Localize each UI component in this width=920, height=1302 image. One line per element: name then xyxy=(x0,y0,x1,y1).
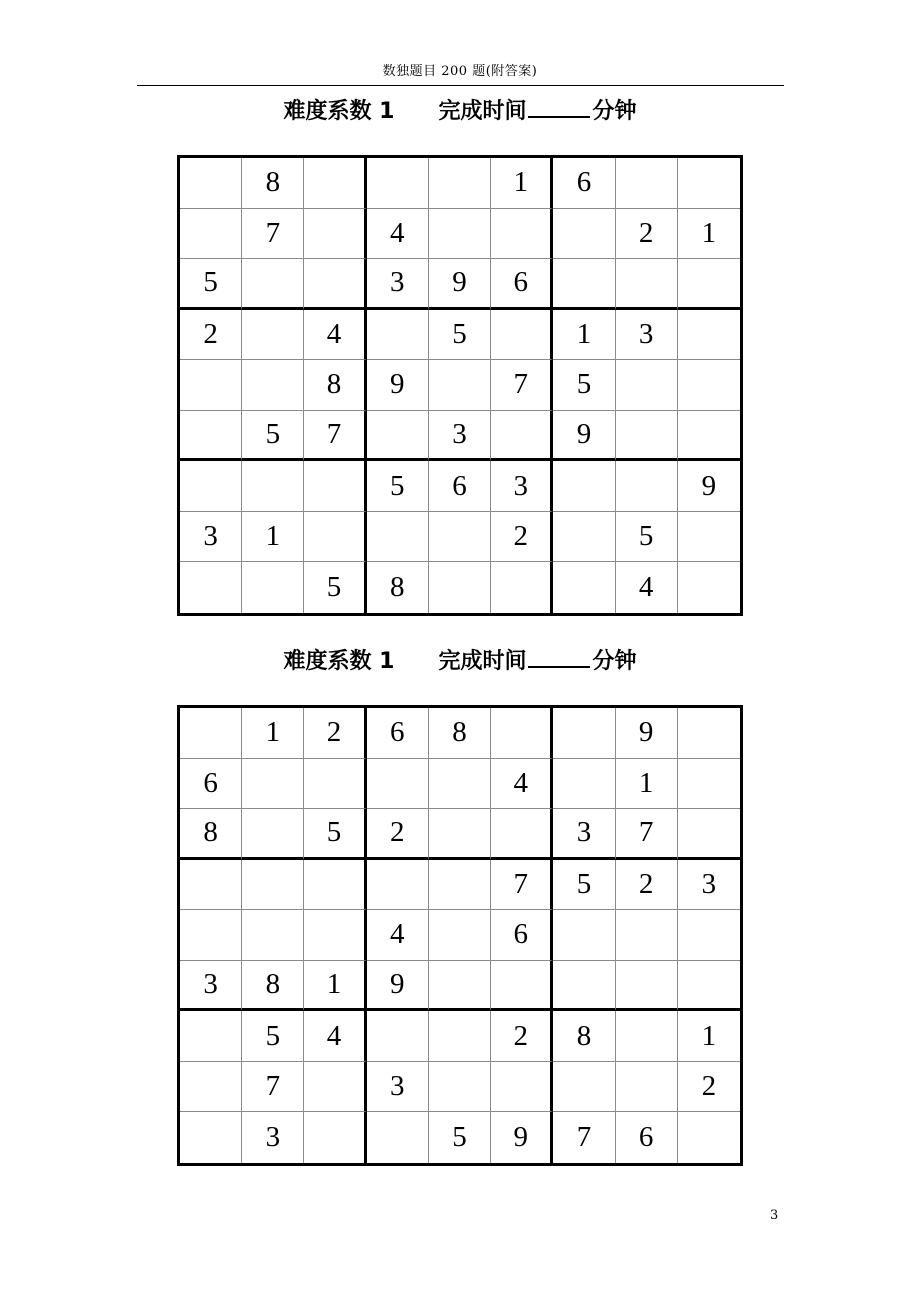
sudoku-cell[interactable]: 5 xyxy=(242,411,304,462)
sudoku-cell[interactable] xyxy=(553,259,615,310)
sudoku-cell[interactable]: 7 xyxy=(491,360,553,411)
sudoku-cell[interactable]: 6 xyxy=(429,461,491,512)
puzzle-2-time-unit: 分钟 xyxy=(592,649,637,674)
sudoku-cell[interactable]: 3 xyxy=(367,1062,429,1113)
sudoku-cell[interactable]: 5 xyxy=(553,860,615,911)
puzzle-2-time-label: 完成时间 xyxy=(438,649,527,674)
sudoku-cell[interactable]: 9 xyxy=(491,1112,553,1163)
sudoku-cell[interactable] xyxy=(678,809,740,860)
sudoku-cell[interactable]: 1 xyxy=(553,310,615,361)
sudoku-cell[interactable]: 5 xyxy=(242,1011,304,1062)
sudoku-cell[interactable] xyxy=(429,562,491,613)
sudoku-cell[interactable]: 1 xyxy=(304,961,366,1012)
sudoku-cell[interactable]: 5 xyxy=(616,512,678,563)
sudoku-cell[interactable] xyxy=(678,562,740,613)
sudoku-cell[interactable] xyxy=(429,809,491,860)
sudoku-cell[interactable] xyxy=(553,512,615,563)
puzzle-1-time-label: 完成时间 xyxy=(438,99,527,124)
sudoku-cell[interactable] xyxy=(678,512,740,563)
sudoku-cell[interactable] xyxy=(678,708,740,759)
puzzle-1-time-unit: 分钟 xyxy=(592,99,637,124)
page-number: 3 xyxy=(770,1208,779,1223)
sudoku-cell[interactable] xyxy=(367,411,429,462)
sudoku-cell[interactable]: 1 xyxy=(678,1011,740,1062)
sudoku-cell[interactable]: 6 xyxy=(491,910,553,961)
sudoku-cell[interactable] xyxy=(553,461,615,512)
puzzle-2-time-blank[interactable] xyxy=(528,662,590,668)
sudoku-cell[interactable] xyxy=(429,1062,491,1113)
sudoku-cell[interactable]: 2 xyxy=(491,1011,553,1062)
sudoku-cell[interactable] xyxy=(180,1011,242,1062)
sudoku-cell[interactable]: 1 xyxy=(242,708,304,759)
sudoku-cell[interactable] xyxy=(429,158,491,209)
sudoku-cell[interactable]: 7 xyxy=(242,209,304,260)
sudoku-cell[interactable] xyxy=(180,1062,242,1113)
sudoku-cell[interactable]: 2 xyxy=(616,860,678,911)
sudoku-cell[interactable] xyxy=(367,860,429,911)
sudoku-cell[interactable] xyxy=(678,360,740,411)
sudoku-cell[interactable]: 7 xyxy=(491,860,553,911)
sudoku-cell[interactable]: 8 xyxy=(304,360,366,411)
sudoku-cell[interactable] xyxy=(180,209,242,260)
sudoku-cell[interactable]: 3 xyxy=(678,860,740,911)
sudoku-cell[interactable] xyxy=(304,1062,366,1113)
sudoku-cell[interactable]: 8 xyxy=(180,809,242,860)
sudoku-cell[interactable] xyxy=(678,310,740,361)
sudoku-cell[interactable]: 7 xyxy=(553,1112,615,1163)
sudoku-cell[interactable] xyxy=(616,158,678,209)
sudoku-cell[interactable] xyxy=(491,708,553,759)
puzzle-1-difficulty: 难度系数 1 xyxy=(283,99,395,124)
sudoku-cell[interactable] xyxy=(180,910,242,961)
puzzle-2-heading xyxy=(0,648,920,675)
sudoku-cell[interactable]: 5 xyxy=(429,310,491,361)
sudoku-cell[interactable] xyxy=(491,209,553,260)
sudoku-cell[interactable] xyxy=(367,512,429,563)
sudoku-cell[interactable]: 3 xyxy=(180,512,242,563)
sudoku-cell[interactable] xyxy=(180,860,242,911)
sudoku-cell[interactable] xyxy=(242,461,304,512)
sudoku-cell[interactable]: 2 xyxy=(616,209,678,260)
sudoku-cell[interactable]: 1 xyxy=(491,158,553,209)
sudoku-cell[interactable] xyxy=(242,360,304,411)
sudoku-cell[interactable] xyxy=(242,259,304,310)
sudoku-cell[interactable] xyxy=(304,759,366,810)
sudoku-cell[interactable] xyxy=(616,259,678,310)
sudoku-cell[interactable]: 5 xyxy=(429,1112,491,1163)
sudoku-cell[interactable] xyxy=(429,209,491,260)
sudoku-cell[interactable] xyxy=(553,708,615,759)
sudoku-cell[interactable]: 5 xyxy=(180,259,242,310)
running-header: 数独题目 200 题(附答案) xyxy=(382,64,538,79)
sudoku-cell[interactable] xyxy=(304,209,366,260)
sudoku-cell[interactable]: 4 xyxy=(304,1011,366,1062)
sudoku-cell[interactable]: 2 xyxy=(678,1062,740,1113)
sudoku-cell[interactable] xyxy=(616,1062,678,1113)
sudoku-cell[interactable] xyxy=(180,158,242,209)
sudoku-cell[interactable] xyxy=(429,512,491,563)
sudoku-cell[interactable] xyxy=(491,562,553,613)
puzzle-2-difficulty: 难度系数 1 xyxy=(283,649,395,674)
sudoku-cell[interactable] xyxy=(491,961,553,1012)
sudoku-cell[interactable] xyxy=(553,961,615,1012)
sudoku-cell[interactable] xyxy=(491,1062,553,1113)
sudoku-cell[interactable] xyxy=(242,310,304,361)
sudoku-cell[interactable] xyxy=(678,759,740,810)
sudoku-cell[interactable] xyxy=(678,910,740,961)
sudoku-cell[interactable]: 5 xyxy=(367,461,429,512)
puzzle-1-heading xyxy=(0,98,920,125)
sudoku-cell[interactable]: 3 xyxy=(429,411,491,462)
sudoku-cell[interactable]: 3 xyxy=(553,809,615,860)
sudoku-cell[interactable]: 4 xyxy=(367,910,429,961)
sudoku-cell[interactable] xyxy=(180,360,242,411)
sudoku-cell[interactable] xyxy=(429,1011,491,1062)
puzzle-1-time-blank[interactable] xyxy=(528,112,590,118)
sudoku-cell[interactable]: 3 xyxy=(616,310,678,361)
sudoku-cell[interactable] xyxy=(242,809,304,860)
sudoku-cell[interactable] xyxy=(491,310,553,361)
sudoku-cell[interactable] xyxy=(553,759,615,810)
sudoku-cell[interactable] xyxy=(616,961,678,1012)
sudoku-cell[interactable]: 7 xyxy=(304,411,366,462)
sudoku-cell[interactable]: 6 xyxy=(367,708,429,759)
sudoku-cell[interactable] xyxy=(367,1011,429,1062)
sudoku-grid-1 xyxy=(177,155,743,616)
sudoku-cell[interactable] xyxy=(367,158,429,209)
sudoku-cell[interactable] xyxy=(367,310,429,361)
sudoku-cell[interactable] xyxy=(553,910,615,961)
sudoku-cell[interactable]: 8 xyxy=(429,708,491,759)
sudoku-cell[interactable]: 8 xyxy=(242,158,304,209)
sudoku-cell[interactable] xyxy=(180,562,242,613)
sudoku-grid-2 xyxy=(177,705,743,1166)
sudoku-cell[interactable] xyxy=(429,759,491,810)
sudoku-cell[interactable] xyxy=(553,209,615,260)
sudoku-cell[interactable]: 5 xyxy=(553,360,615,411)
sudoku-cell[interactable]: 1 xyxy=(616,759,678,810)
sudoku-cell[interactable]: 6 xyxy=(616,1112,678,1163)
sudoku-cell[interactable]: 3 xyxy=(491,461,553,512)
sudoku-cell[interactable] xyxy=(616,411,678,462)
sudoku-cell[interactable] xyxy=(242,562,304,613)
sudoku-cell[interactable]: 4 xyxy=(616,562,678,613)
sudoku-cell[interactable]: 9 xyxy=(616,708,678,759)
sudoku-cell[interactable]: 9 xyxy=(367,360,429,411)
sudoku-cell[interactable] xyxy=(242,759,304,810)
sudoku-cell[interactable] xyxy=(304,259,366,310)
sudoku-cell[interactable]: 3 xyxy=(367,259,429,310)
sudoku-cell[interactable] xyxy=(429,910,491,961)
sudoku-cell[interactable]: 3 xyxy=(242,1112,304,1163)
sudoku-cell[interactable] xyxy=(242,910,304,961)
sudoku-cell[interactable] xyxy=(616,461,678,512)
sudoku-cell[interactable] xyxy=(678,158,740,209)
sudoku-cell[interactable] xyxy=(678,411,740,462)
sudoku-cell[interactable]: 8 xyxy=(553,1011,615,1062)
sudoku-cell[interactable]: 4 xyxy=(367,209,429,260)
sudoku-cell[interactable] xyxy=(616,360,678,411)
sudoku-cell[interactable]: 4 xyxy=(491,759,553,810)
sudoku-cell[interactable] xyxy=(180,411,242,462)
sudoku-cell[interactable] xyxy=(367,1112,429,1163)
sudoku-cell[interactable]: 8 xyxy=(242,961,304,1012)
sudoku-cell[interactable]: 4 xyxy=(304,310,366,361)
sudoku-cell[interactable] xyxy=(304,910,366,961)
sudoku-cell[interactable]: 9 xyxy=(367,961,429,1012)
sudoku-cell[interactable]: 2 xyxy=(367,809,429,860)
sudoku-cell[interactable] xyxy=(304,860,366,911)
sudoku-cell[interactable] xyxy=(367,759,429,810)
sudoku-cell[interactable]: 6 xyxy=(491,259,553,310)
sudoku-cell[interactable]: 9 xyxy=(429,259,491,310)
sudoku-cell[interactable] xyxy=(616,910,678,961)
sudoku-cell[interactable]: 8 xyxy=(367,562,429,613)
sudoku-cell[interactable] xyxy=(616,1011,678,1062)
sudoku-cell[interactable] xyxy=(180,461,242,512)
sudoku-cell[interactable]: 6 xyxy=(553,158,615,209)
sudoku-cell[interactable]: 9 xyxy=(553,411,615,462)
sudoku-cell[interactable]: 7 xyxy=(616,809,678,860)
sudoku-cell[interactable]: 3 xyxy=(180,961,242,1012)
sudoku-cell[interactable]: 2 xyxy=(491,512,553,563)
sudoku-cell[interactable] xyxy=(429,961,491,1012)
sudoku-cell[interactable] xyxy=(304,158,366,209)
sudoku-cell[interactable]: 9 xyxy=(678,461,740,512)
sudoku-cell[interactable] xyxy=(429,860,491,911)
sudoku-cell[interactable] xyxy=(553,562,615,613)
sudoku-cell[interactable]: 5 xyxy=(304,562,366,613)
sudoku-cell[interactable] xyxy=(678,259,740,310)
sudoku-cell[interactable]: 5 xyxy=(304,809,366,860)
sudoku-cell[interactable] xyxy=(304,1112,366,1163)
sudoku-cell[interactable] xyxy=(180,708,242,759)
sudoku-cell[interactable]: 6 xyxy=(180,759,242,810)
sudoku-cell[interactable] xyxy=(180,1112,242,1163)
sudoku-cell[interactable] xyxy=(491,411,553,462)
header-rule xyxy=(137,85,784,86)
sudoku-cell[interactable] xyxy=(678,961,740,1012)
sudoku-cell[interactable]: 1 xyxy=(678,209,740,260)
sudoku-cell[interactable] xyxy=(678,1112,740,1163)
sudoku-cell[interactable] xyxy=(429,360,491,411)
sudoku-cell[interactable] xyxy=(491,809,553,860)
sudoku-cell[interactable]: 7 xyxy=(242,1062,304,1113)
sudoku-cell[interactable] xyxy=(242,860,304,911)
sudoku-cell[interactable] xyxy=(553,1062,615,1113)
sudoku-cell[interactable]: 2 xyxy=(304,708,366,759)
sudoku-cell[interactable]: 2 xyxy=(180,310,242,361)
sudoku-cell[interactable] xyxy=(304,512,366,563)
sudoku-cell[interactable] xyxy=(304,461,366,512)
sudoku-cell[interactable]: 1 xyxy=(242,512,304,563)
